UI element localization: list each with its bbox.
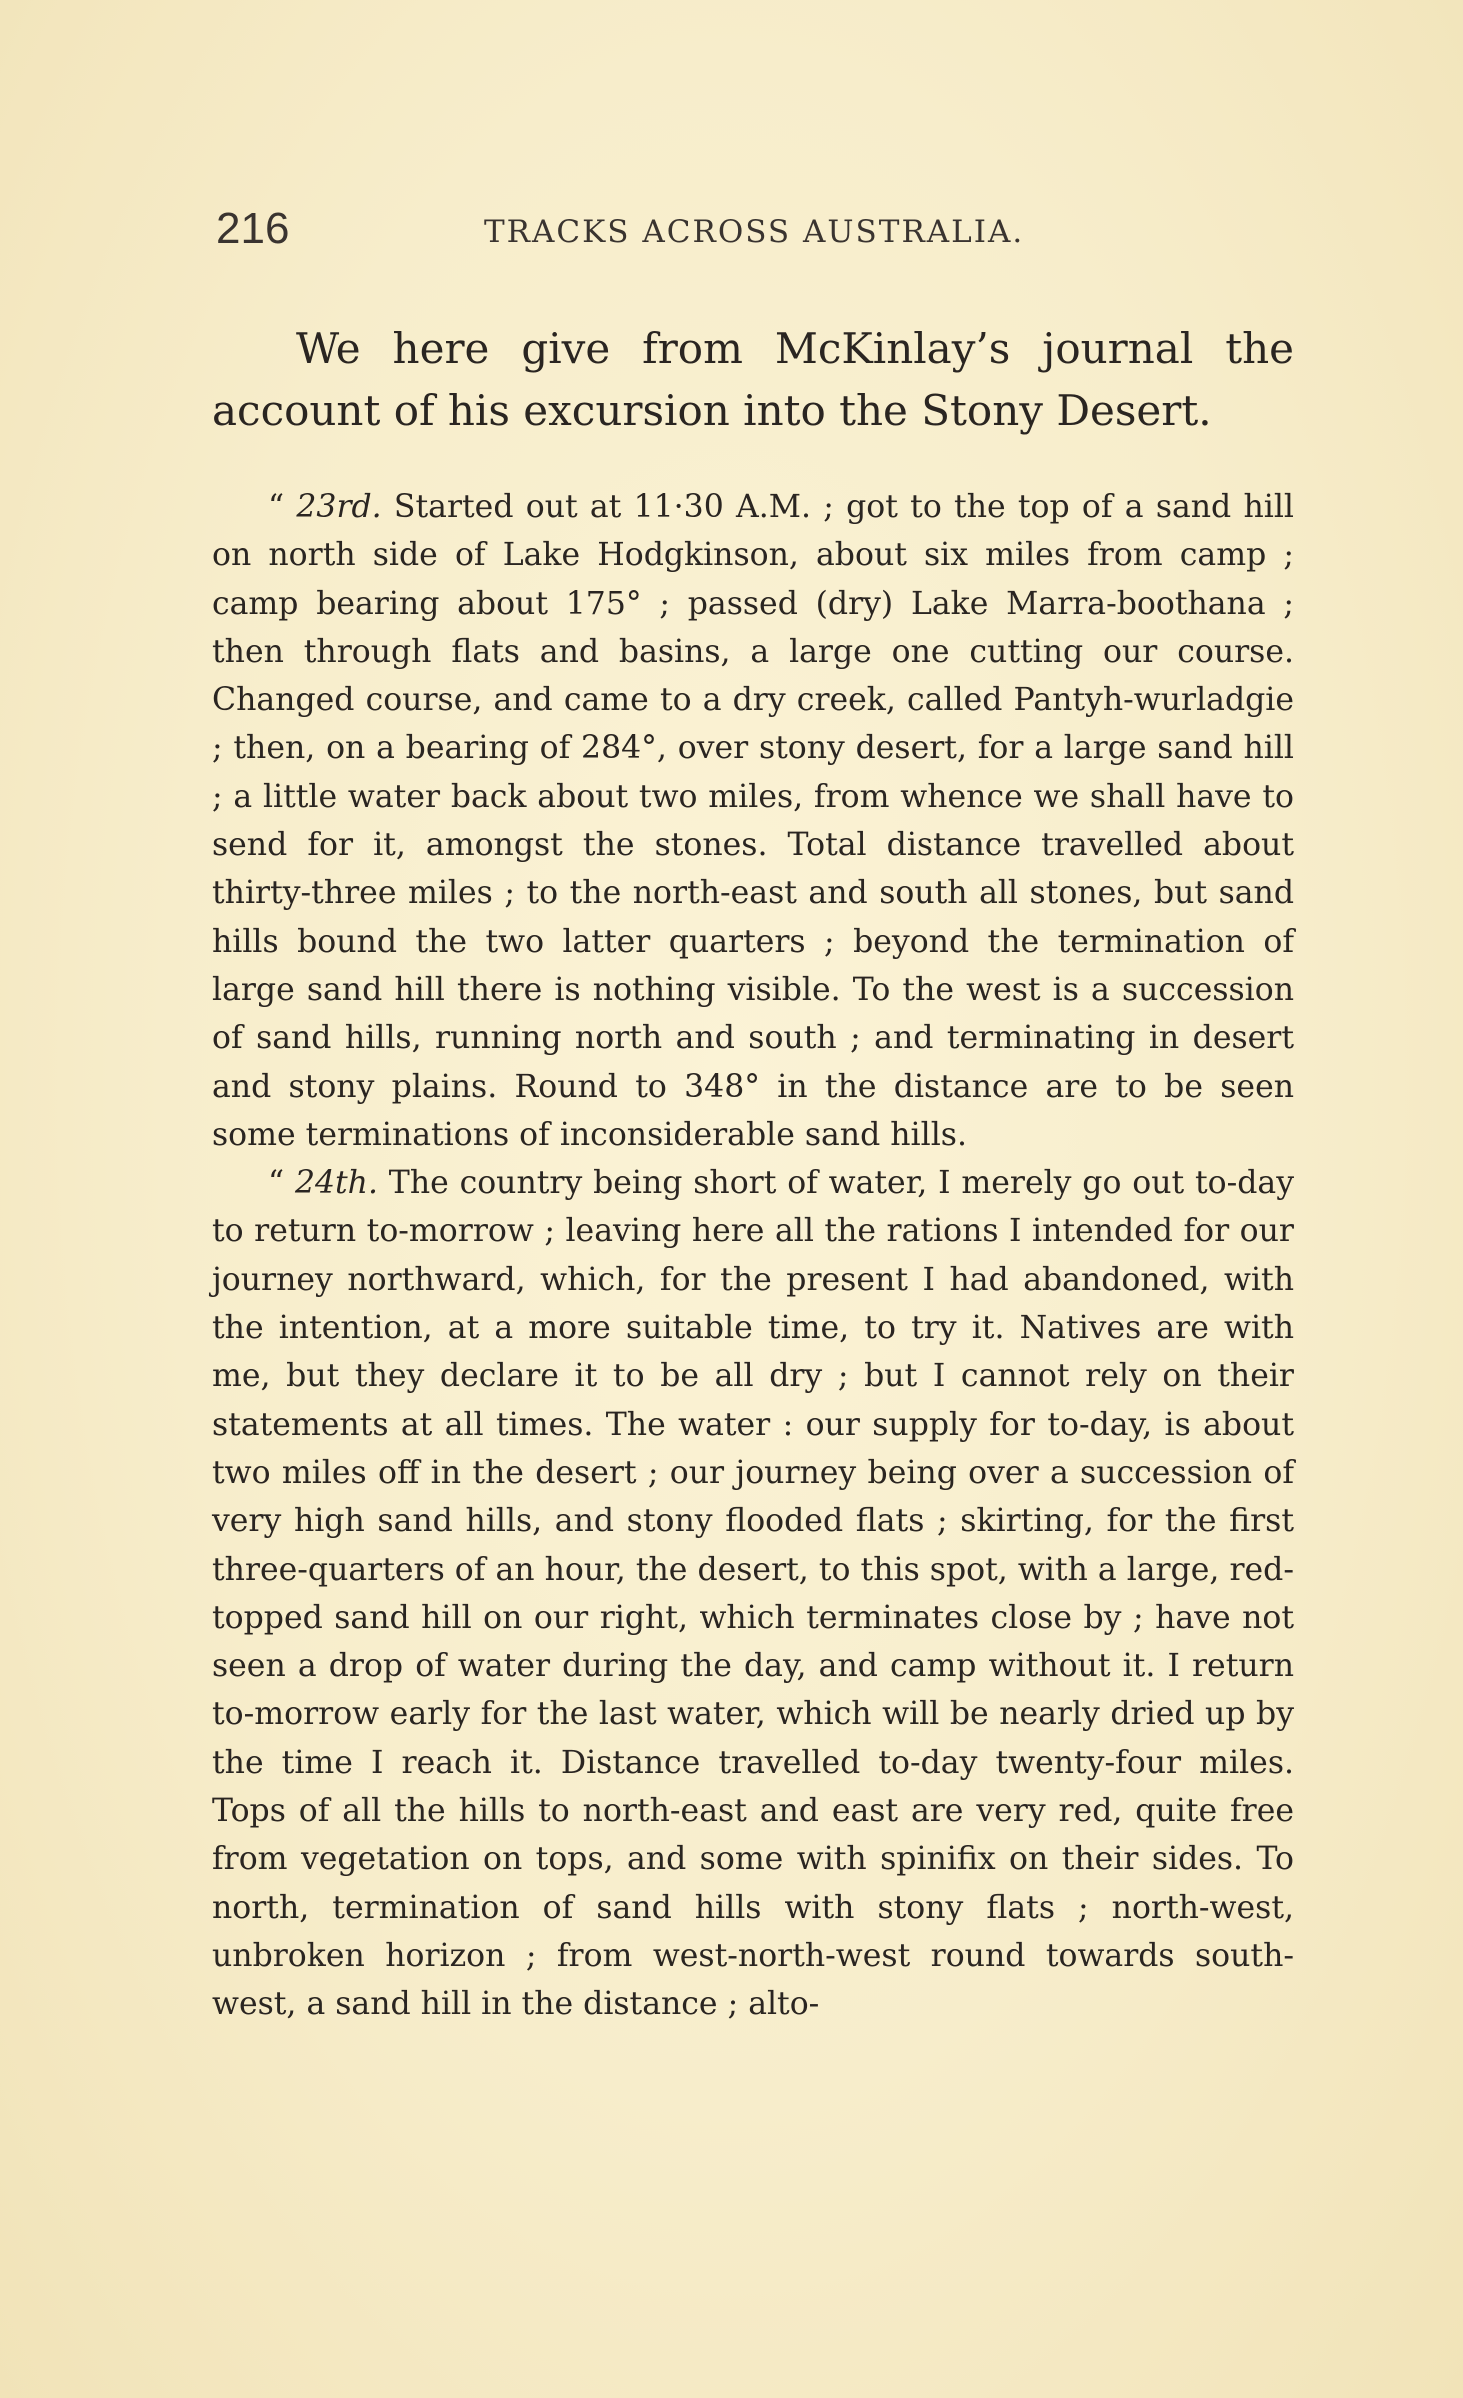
entry-date: 23rd. — [296, 489, 382, 525]
journal-text — [212, 483, 1294, 2029]
entry-text: The country being short of water, I merely go out to-day to return to-morrow ; leaving here all the rations I intended for our journey northward, which, for the present I had abandoned, with the intention, at a more suitable time, to try it. Natives are with me, but they declare it to be all dry ; but I cannot rely on their statements at all times. The water : our supply for to-day, is about two miles off in the desert ; our journey being over a succession of very high sand hills, and stony flooded flats ; skirting, for the first three-quarters of an hour, the desert, to this spot, with a large, red-topped sand hill on our right, which terminates close by ; have not seen a drop of water during the day, and camp without it. I return to-morrow early for the last water, which will be nearly dried up by the time I reach it. Distance travelled to-day twenty-four miles. Tops of all the hills to north-east and east are very red, quite free from vegetation on tops, and some with spinifix on their sides. To north, termination of sand hills with stony flats ; north-west, unbroken horizon ; from west-north-west round towards south-west, a sand hill in the distance ; alto- — [212, 1165, 1294, 2023]
entry-text: Started out at 11·30 A.M. ; got to the top of a sand hill on north side of Lake Hodgkinson, about six miles from camp ; camp bearing about 175° ; passed (dry) Lake Marra-boothana ; then through flats and basins, a large one cutting our course. Changed course, and came to a dry creek, called Pantyh-wurladgie ; then, on a bearing of 284°, over stony desert, for a large sand hill ; a little water back about two miles, from whence we shall have to send for it, amongst the stones. Total distance travelled about thirty-three miles ; to the north-east and south all stones, but sand hills bound the two latter quarters ; beyond the termination of large sand hill there is nothing visible. To the west is a succession of sand hills, running north and south ; and terminating in desert and stony plains. Round to 348° in the distance are to be seen some terminations of inconsiderable sand hills. — [212, 489, 1294, 1153]
running-title: TRACKS ACROSS AUSTRALIA. — [484, 214, 1025, 250]
page-header — [216, 204, 1286, 264]
page-number: 216 — [216, 204, 290, 253]
journal-entry-23rd: “ 23rd. Started out at 11·30 A.M. ; got to the top of a sand hill on north side of Lake Hodgkinson, about six miles from camp ; camp bearing about 175° ; passed (dry) Lake Marra-boothana ; then through flats and basins, a large one cutting our course. Changed course, and came to a dry creek, called Pantyh-wurladgie ; then, on a bearing of 284°, over stony desert, for a large sand hill ; a little water back about two miles, from whence we shall have to send for it, amongst the stones. Total distance travelled about thirty-three miles ; to the north-east and south all stones, but sand hills bound the two latter quarters ; beyond the termination of large sand hill there is nothing visible. To the west is a succession of sand hills, running north and south ; and terminating in desert and stony plains. Round to 348° in the distance are to be seen some terminations of inconsiderable sand hills. — [212, 489, 1294, 1153]
journal-entry-24th: “ 24th. The country being short of water, I merely go out to-day to return to-morrow ; leaving here all the rations I intended for our journey northward, which, for the present I had abandoned, with the intention, at a more suitable time, to try it. Natives are with me, but they declare it to be all dry ; but I cannot rely on their statements at all times. The water : our supply for to-day, is about two miles off in the desert ; our journey being over a succession of very high sand hills, and stony flooded flats ; skirting, for the first three-quarters of an hour, the desert, to this spot, with a large, red-topped sand hill on our right, which terminates close by ; have not seen a drop of water during the day, and camp without it. I return to-morrow early for the last water, which will be nearly dried up by the time I reach it. Distance travelled to-day twenty-four miles. Tops of all the hills to north-east and east are very red, quite free from vegetation on tops, and some with spinifix on their sides. To north, termination of sand hills with stony flats ; north-west, unbroken horizon ; from west-north-west round towards south-west, a sand hill in the distance ; alto- — [212, 1165, 1294, 2023]
intro-paragraph: We here give from McKinlay’s journal the account of his excursion into the Stony Desert. — [212, 324, 1294, 435]
entry-date: 24th. — [294, 1165, 378, 1202]
